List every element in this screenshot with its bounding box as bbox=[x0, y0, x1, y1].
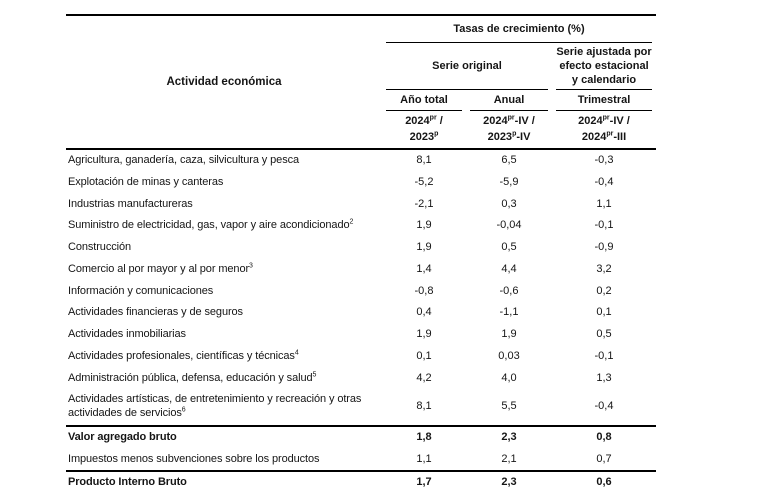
trimestral-value: -0,9 bbox=[594, 241, 614, 253]
anio-total-value: 8,1 bbox=[416, 154, 432, 166]
period-line-2: $2024^{pr}$-III bbox=[581, 129, 627, 143]
activity-name: Información y comunicaciones bbox=[68, 284, 214, 297]
table-row bbox=[66, 346, 656, 368]
anual-value: 0,3 bbox=[501, 197, 517, 210]
table-row bbox=[66, 449, 656, 472]
group-title: Tasas de crecimiento (%) bbox=[386, 16, 652, 43]
activity-name: Actividades artísticas, de entretenimiento y recreación y otras actividades de servicios bbox=[68, 393, 362, 419]
footnote-marker: 2 bbox=[349, 218, 354, 226]
activity-column-header: Actividad económica bbox=[66, 15, 382, 149]
trimestral-header: Trimestral bbox=[556, 90, 652, 111]
anual-value: 2,3 bbox=[466, 426, 552, 449]
trimestral-value: 0,1 bbox=[596, 306, 612, 319]
period-trimestral bbox=[552, 111, 656, 149]
serie-original-header: Serie original bbox=[386, 43, 548, 90]
activity-cell bbox=[66, 368, 382, 390]
activity-name: Comercio al por mayor y al por menor bbox=[68, 262, 250, 275]
period-line-1: $2024^{pr}-IV$ / bbox=[483, 113, 535, 127]
anual-cell bbox=[466, 90, 552, 111]
trimestral-value: -0,4 bbox=[594, 175, 614, 188]
footnote-marker: 5 bbox=[312, 370, 317, 378]
activity-cell bbox=[66, 259, 382, 281]
period-line-1: $2024^{pr}-IV$ / bbox=[578, 113, 630, 127]
activity-cell bbox=[66, 449, 382, 472]
trimestral-cell bbox=[552, 90, 656, 111]
anio-total-value: -2,1 bbox=[414, 197, 434, 210]
activity-cell bbox=[66, 389, 382, 426]
trimestral-value: 1,1 bbox=[596, 197, 612, 210]
activity-name: Impuestos menos subvenciones sobre los productos bbox=[68, 452, 320, 465]
table-row bbox=[66, 368, 656, 390]
anual-value: -5,9 bbox=[499, 175, 519, 188]
trimestral-value: -0,3 bbox=[594, 154, 614, 166]
table-row bbox=[66, 172, 656, 194]
growth-rates-table bbox=[66, 14, 656, 494]
activity-cell bbox=[66, 172, 382, 194]
activity-name: Agricultura, ganadería, caza, silvicultura y pesca bbox=[68, 154, 300, 166]
activity-cell bbox=[66, 471, 382, 494]
activity-cell bbox=[66, 302, 382, 324]
activity-cell bbox=[66, 346, 382, 368]
footnote-marker: 4 bbox=[294, 349, 299, 357]
group-title-cell bbox=[382, 15, 656, 43]
trimestral-value: 0,8 bbox=[552, 426, 656, 449]
anio-total-value: 1,4 bbox=[416, 262, 432, 275]
period-line-2: 2023$^p$-IV bbox=[487, 129, 531, 143]
activity-cell bbox=[66, 194, 382, 216]
header-row-group-title bbox=[66, 15, 656, 43]
anio-total-value: 0,4 bbox=[416, 306, 432, 319]
table-row bbox=[66, 281, 656, 303]
table-row bbox=[66, 471, 656, 494]
anio-total-value: -5,2 bbox=[414, 175, 434, 188]
anio-total-value: 4,2 bbox=[416, 371, 432, 384]
activity-name: Actividades inmobiliarias bbox=[68, 328, 186, 340]
trimestral-value: 0,7 bbox=[596, 452, 612, 465]
anual-value: -0,04 bbox=[496, 219, 522, 232]
table-body bbox=[66, 149, 656, 494]
table-row bbox=[66, 259, 656, 281]
trimestral-value: 0,5 bbox=[596, 328, 612, 340]
anual-value: 5,5 bbox=[501, 400, 517, 413]
trimestral-value: -0,4 bbox=[594, 400, 614, 413]
anual-value: 4,0 bbox=[501, 371, 517, 384]
anual-value: 6,5 bbox=[501, 154, 517, 166]
anio-total-header: Año total bbox=[386, 90, 462, 111]
activity-name: Actividades profesionales, científicas y técnicas bbox=[68, 349, 295, 362]
table-row bbox=[66, 194, 656, 216]
table-row bbox=[66, 426, 656, 449]
anio-total-value: -0,8 bbox=[414, 284, 434, 297]
footnote-marker: 3 bbox=[249, 262, 253, 270]
anual-value: -1,1 bbox=[499, 306, 519, 319]
anual-value: 1,9 bbox=[501, 328, 517, 340]
activity-name: Actividades financieras y de seguros bbox=[68, 306, 243, 319]
trimestral-value: 0,6 bbox=[552, 471, 656, 494]
activity-name: Producto Interno Bruto bbox=[68, 476, 187, 489]
trimestral-value: -0,1 bbox=[594, 219, 614, 232]
activity-cell bbox=[66, 281, 382, 303]
anio-total-value: 0,1 bbox=[416, 349, 432, 362]
anual-value: 0,03 bbox=[498, 349, 520, 362]
activity-name: Administración pública, defensa, educación y salud bbox=[68, 371, 313, 384]
table-row bbox=[66, 215, 656, 237]
table-header bbox=[66, 15, 656, 149]
activity-name: Valor agregado bruto bbox=[68, 430, 177, 443]
table-row bbox=[66, 149, 656, 172]
period-line-2: 2023$^p$ bbox=[409, 129, 439, 143]
anio-total-cell bbox=[382, 90, 466, 111]
trimestral-value: 3,2 bbox=[596, 262, 612, 275]
activity-cell bbox=[66, 149, 382, 172]
activity-name: Industrias manufactureras bbox=[68, 197, 193, 210]
anio-total-value: 1,8 bbox=[382, 426, 466, 449]
footnote-marker: 6 bbox=[181, 406, 186, 414]
activity-name: Suministro de electricidad, gas, vapor y aire acondicionado bbox=[68, 219, 350, 232]
anual-value: -0,6 bbox=[499, 284, 519, 297]
serie-ajustada-header: Serie ajustada por efecto estacional y calendario bbox=[556, 43, 652, 90]
period-anio-total bbox=[382, 111, 466, 149]
table-row bbox=[66, 302, 656, 324]
table-row bbox=[66, 389, 656, 426]
activity-cell bbox=[66, 215, 382, 237]
serie-original-cell bbox=[382, 43, 552, 90]
anio-total-value: 8,1 bbox=[416, 400, 432, 413]
anio-total-value: 1,9 bbox=[416, 241, 432, 253]
trimestral-value: 0,2 bbox=[596, 284, 612, 297]
anual-value: 2,3 bbox=[466, 471, 552, 494]
anio-total-value: 1,9 bbox=[416, 219, 432, 232]
anio-total-value: 1,9 bbox=[416, 328, 432, 340]
period-line-1: $2024^{pr}$ / bbox=[405, 113, 443, 127]
anual-header: Anual bbox=[470, 90, 548, 111]
table-row bbox=[66, 237, 656, 259]
trimestral-value: 1,3 bbox=[596, 371, 612, 384]
anio-total-value: 1,7 bbox=[382, 471, 466, 494]
serie-ajustada-cell bbox=[552, 43, 656, 90]
anual-value: 4,4 bbox=[501, 262, 517, 275]
activity-cell bbox=[66, 237, 382, 259]
activity-cell bbox=[66, 324, 382, 346]
table-row bbox=[66, 324, 656, 346]
anio-total-value: 1,1 bbox=[416, 452, 432, 465]
trimestral-value: -0,1 bbox=[594, 349, 614, 362]
activity-name: Explotación de minas y canteras bbox=[68, 175, 224, 188]
anual-value: 0,5 bbox=[501, 241, 517, 253]
activity-name: Construcción bbox=[68, 241, 131, 253]
activity-cell bbox=[66, 426, 382, 449]
period-anual bbox=[466, 111, 552, 149]
anual-value: 2,1 bbox=[501, 452, 517, 465]
